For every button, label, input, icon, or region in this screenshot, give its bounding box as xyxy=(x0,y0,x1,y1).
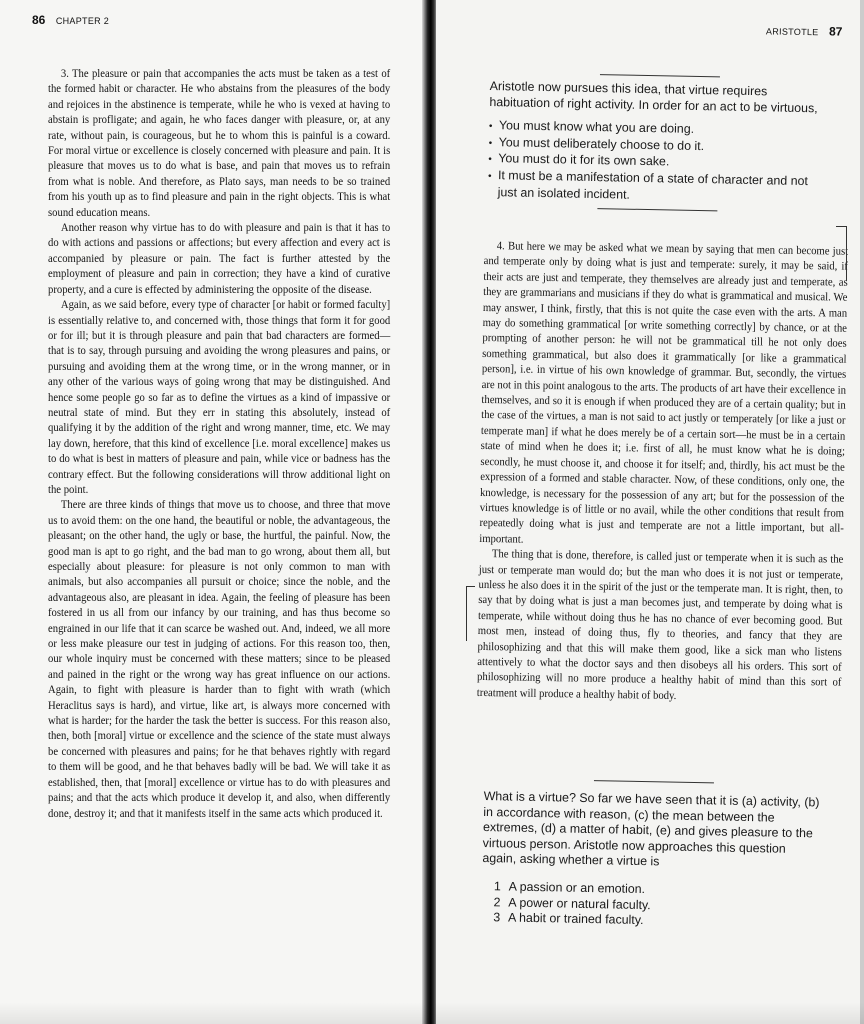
list-item: • You must know what you are doing. xyxy=(488,118,695,137)
page-shadow xyxy=(0,1002,864,1024)
paragraph: There are three kinds of things that move us to choose, and three that move us to avoid them: on the one hand, the beautiful or noble, the advantageous, the pleasant; on the other hand, the ugly or base, the hurtful, the painful. Now, the good man is apt to go right, and the bad man to go wrong, about them all, but especially about pleasure: for pleasure is not only common to man with animals, but also accompanies all pursuit or choice; since the noble, and the advantageous also, are pleasant in idea. Again, the feeling of pleasure has been fostered in us all from our infancy by our training, and has thus become so engrained in our life that it can scarce be washed out. And, indeed, we all more or less make pleasure our test in judging of actions. For this reason too, then, our whole inquiry must be concerned with these matters; since to be pleased and pained in the right or the wrong way has great influence on our actions. Again, to fight with pleasure is harder than to fight with wrath (which Heraclitus says is hard), and virtue, like art, is always more concerned with what is harder; for the harder the task the better is success. For this reason also, then, both [moral] virtue or excellence and the science of the state must always be concerned with pleasures and pains; for he that behaves rightly with regard to them will be good, and he that behaves badly will be bad. We will take it as established, then, that [moral] excellence or virtue has to do with pleasures and pains; and that the acts which produce it develop it, and also, when differently done, destroy it; and that it manifests itself in the same acts which produced it. xyxy=(48,498,391,820)
list-item: • You must do it for its own sake. xyxy=(488,151,670,169)
margin-bracket-mark xyxy=(836,226,847,281)
box-intro: Aristotle now pursues this idea, that virtue requires habituation of right activity. In order for an act to be virtuous, xyxy=(489,78,818,115)
bullet-icon: • xyxy=(488,137,493,149)
bullet-icon: • xyxy=(487,170,492,183)
margin-bracket-mark xyxy=(466,586,475,641)
list-item: 2 A power or natural faculty. xyxy=(493,894,651,912)
right-body-text xyxy=(477,238,849,706)
box-intro: What is a virtue? So far we have seen that it is (a) activity, (b) in accordance with reason, (c) the mean between the extremes, (d) a matter of habit, (e) and gives pleasure to the virtuous person. Aristotle now approaches this question again, asking whether a virtue is xyxy=(482,788,820,869)
bullet-icon: • xyxy=(488,121,493,133)
page-edge xyxy=(860,0,864,1024)
paragraph: 4. But here we may be asked what we mean by saying that men can become just and temperate only by doing what is just and temperate: surely, it may be said, if their acts are just and temperate, they themselves are already just and temperate, as they are grammarians and musicians if they do what is grammatical and musical. We may answer, I think, firstly, that this is not quite the case even with the arts. A man may do something grammatical [or write something correctly] by chance, or at the prompting of another person: he will not be grammatical till he not only does something grammatical, but also does it grammatically [or like a grammatical person], i.e. in virtue of his own knowledge of grammar. But, secondly, the virtues are not in this point analogous to the arts. The products of art have their excellence in themselves, and so it is enough if when produced they are of a certain quality; but in the case of the virtues, a man is not said to act justly or temperately [or like a just or temperate man] if what he does merely be of a certain sort—he must be in a certain state of mind when he does it; i.e. first of all, he must know what he is doing; secondly, he must choose it, and choose it for itself; and, thirdly, his act must be the expression of a formed and stable character. Now, of these conditions, only one, the knowledge, is necessary for the possession of any art; but for the possession of the virtues knowledge is of little or no avail, while the other conditions that result from repeatedly doing what is just and temperate are not a little important, but all-important. xyxy=(479,239,849,546)
author-header: ARISTOTLE xyxy=(765,26,819,38)
right-running-head xyxy=(766,21,843,40)
list-item: • It must be a manifestation of a state of character and not just an isolated incident. xyxy=(487,168,809,202)
chapter-label: CHAPTER 2 xyxy=(55,16,110,26)
paragraph: Again, as we said before, every type of character [or habit or formed faculty] is essentially relative to, and concerned with, those things that form it for good or for ill; but it is through pleasure and pain that bad characters are formed—that is to say, through pursuing and avoiding the wrong pleasures and pains, or pursuing and avoiding them at the wrong time, or in the wrong manner, or in any other of the various ways of going wrong that may be distinguished. And hence some people go so far as to define the virtues as a kind of impassive or neutral state of mind. But they err in stating this absolutely, instead of qualifying it by the addition of the right and wrong manner, time, etc. We may lay down, herefore, that this kind of excellence [i.e. moral excellence] makes us to do what is best in matters of pleasure and pain, while vice or badness has the contrary effect. But the following considerations will throw additional light on the point. xyxy=(48,298,391,496)
list-item: 1 A passion or an emotion. xyxy=(493,879,646,897)
left-body-text xyxy=(48,66,390,821)
options-list xyxy=(493,879,822,932)
criteria-list xyxy=(488,118,830,206)
list-item: • You must deliberately choose to do it. xyxy=(488,134,705,153)
left-page-number: 86 xyxy=(32,13,46,27)
left-page xyxy=(0,0,424,1024)
list-item: 3 A habit or trained faculty. xyxy=(493,910,644,928)
bullet-icon: • xyxy=(488,154,492,166)
left-running-head xyxy=(32,11,109,29)
commentary-box-virtue xyxy=(481,778,824,932)
paragraph: 3. The pleasure or pain that accompanies the acts must be taken as a test of the formed habit or character. He who abstains from the pleasures of the body and rejoices in the abstinence is temperate, while he who is vexed at having to abstain is profligate; and again, he who faces danger with pleasure, or, at any rate, without pain, is courageous, but he to whom this is painful is a coward. For moral virtue or excellence is closely concerned with pleasure and pain. It is pleasure that moves us to do what is base, and pain that moves us to refrain from what is noble. And therefore, as Plato says, man needs to be so trained from his youth up as to find pleasure and pain in the right objects. This is what sound education means. xyxy=(48,67,391,219)
right-page-number: 87 xyxy=(828,24,843,39)
paragraph: Another reason why virtue has to do with pleasure and pain is that it has to do with actions and passions or affections; but every affection and every act is accompanied by pleasure or pain. The fact is further attested by the employment of pleasure and pain in correction; they have a kind of curative property, and a cure is effected by administering the opposite of the disease. xyxy=(48,221,391,296)
commentary-box-criteria xyxy=(487,72,830,214)
paragraph: The thing that is done, therefore, is called just or temperate when it is such as the just or temperate man would do; but the man who does it is not just or temperate, unless he also does it in the spirit of the just or the temperate man. It is right, then, to say that by doing what is just a man becomes just, and temperate by doing what is temperate, while without doing thus he has no chance of ever becoming good. But most men, instead of doing thus, fly to theories, and fancy that they are philosophizing and that this will make them good, like a sick man who listens attentively to what the doctor says and then disobeys all his orders. This sort of philosophizing will no more produce a healthy habit of mind than this sort of treatment will produce a healthy habit of body. xyxy=(476,547,844,702)
